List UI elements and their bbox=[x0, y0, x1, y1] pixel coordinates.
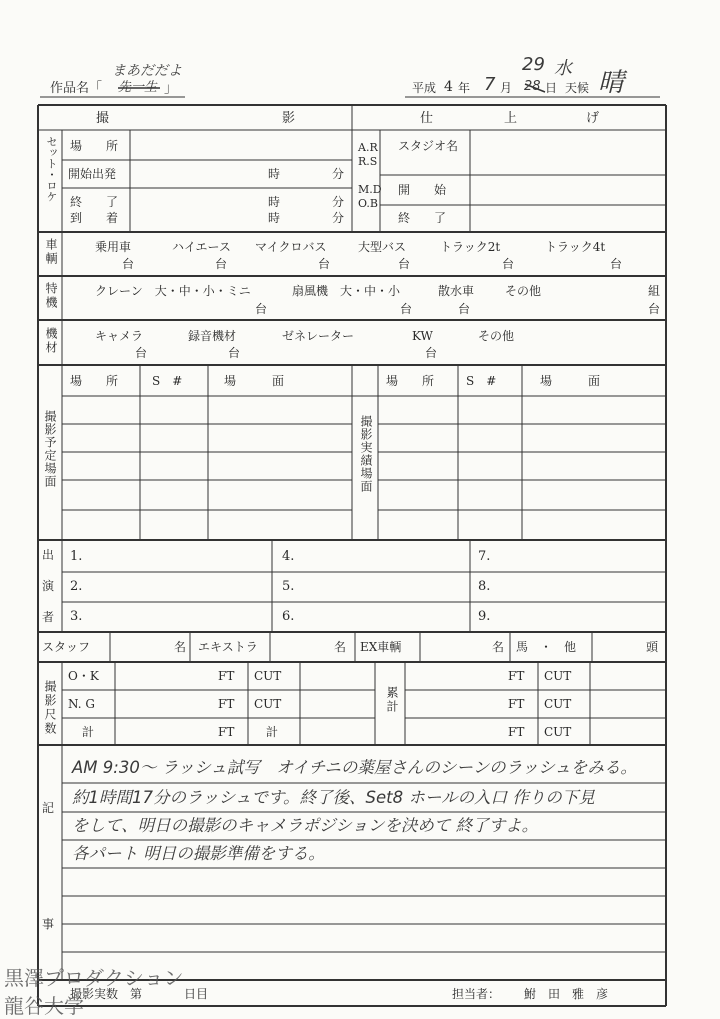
day-struck: 28 bbox=[524, 79, 541, 94]
ng-label: N. G bbox=[68, 697, 95, 711]
vehicle-unit-3: 台 bbox=[318, 257, 331, 271]
note-line-2: 約1時間17分のラッシュです。終了後、Set8 ホールの入口 作りの下見 bbox=[72, 788, 595, 807]
special-unit-3: 台 bbox=[458, 302, 471, 316]
responsible-label: 担当者： bbox=[452, 987, 501, 1001]
set-loc-label: セット・ロケ bbox=[45, 136, 58, 202]
cum-ng-cut: CUT bbox=[544, 697, 572, 711]
era: 平成 bbox=[412, 81, 437, 95]
note-line-1: AM 9:30～ ラッシュ試写 オイチニの薬屋さんのシーンのラッシュをみる。 bbox=[72, 758, 637, 777]
special-unit-1: 台 bbox=[255, 302, 268, 316]
special-unit-2: 台 bbox=[400, 302, 413, 316]
header-finish-1: 仕 bbox=[420, 111, 434, 126]
weather-label: 天候 bbox=[565, 81, 590, 95]
watermark-production: 黒澤プロダクション bbox=[4, 966, 184, 990]
vehicles-label: 車輌 bbox=[44, 238, 58, 266]
ok-label: O・K bbox=[68, 669, 99, 683]
year: 4 bbox=[444, 79, 453, 95]
arrive-minute: 分 bbox=[332, 211, 345, 225]
md-label: M.D bbox=[358, 183, 382, 196]
day-count-label: 撮影実数 第 bbox=[70, 987, 143, 1001]
header-shoot-2: 影 bbox=[282, 111, 296, 126]
ok-cut: CUT bbox=[254, 669, 282, 683]
cum-total-ft: FT bbox=[508, 725, 525, 739]
scene-header-place-1: 場 所 bbox=[70, 374, 119, 388]
month: 7 bbox=[484, 74, 496, 95]
scene-header-scene-2: 場 面 bbox=[540, 374, 601, 388]
equip-kw: KW bbox=[412, 329, 433, 343]
header-shoot-1: 撮 bbox=[96, 111, 110, 126]
equip-generator: ゼネレーター bbox=[282, 329, 355, 343]
special-crane: クレーン 大・中・小・ミニ bbox=[95, 284, 251, 298]
cast-7: 7. bbox=[478, 549, 491, 564]
cum-ok-cut: CUT bbox=[544, 669, 572, 683]
footage-label: 撮影尺数 bbox=[43, 680, 57, 736]
depart-minute: 分 bbox=[332, 167, 345, 181]
special-unit-4: 台 bbox=[648, 302, 661, 316]
place-label: 場 所 bbox=[70, 139, 119, 153]
ng-cut: CUT bbox=[254, 697, 282, 711]
special-fan: 扇風機 大・中・小 bbox=[292, 284, 401, 298]
arrive-label: 到 着 bbox=[70, 211, 119, 225]
equip-other: その他 bbox=[478, 329, 515, 343]
horse-unit: 頭 bbox=[646, 640, 659, 654]
vehicle-car: 乗用車 bbox=[95, 240, 132, 254]
ex-car-unit: 名 bbox=[492, 640, 505, 654]
vehicle-unit-4: 台 bbox=[398, 257, 411, 271]
special-label: 特機 bbox=[44, 282, 58, 310]
end-label: 終 了 bbox=[70, 195, 119, 209]
vehicle-hiace: ハイエース bbox=[172, 240, 231, 254]
ng-ft: FT bbox=[218, 697, 235, 711]
day-count-unit: 日目 bbox=[184, 987, 209, 1001]
responsible-name: 鮒 田 雅 彦 bbox=[524, 987, 609, 1001]
vehicle-truck4: トラック4t bbox=[545, 240, 606, 254]
watermark-university: 龍谷大学 bbox=[4, 994, 84, 1018]
scene-header-scene-1: 場 面 bbox=[224, 374, 285, 388]
studio-label: スタジオ名 bbox=[398, 139, 459, 153]
depart-hour: 時 bbox=[268, 167, 281, 181]
note-line-3: をして、明日の撮影のキャメラポジションを決めて 終了すよ。 bbox=[72, 816, 539, 835]
planned-scenes-label: 撮影予定場面 bbox=[43, 410, 57, 488]
equipment-label: 機材 bbox=[44, 327, 58, 355]
equip-camera: キャメラ bbox=[95, 329, 144, 343]
ob-label: O.B bbox=[358, 197, 378, 210]
total-label: 計 bbox=[82, 725, 95, 739]
equip-unit-3: 台 bbox=[425, 346, 438, 360]
cast-2: 2. bbox=[70, 579, 83, 594]
weather: 晴 bbox=[598, 68, 625, 98]
total-ft: FT bbox=[218, 725, 235, 739]
start-label: 開 始 bbox=[398, 183, 447, 197]
depart-label: 開始出発 bbox=[68, 167, 117, 181]
vehicle-truck2: トラック2t bbox=[440, 240, 501, 254]
rs-label: R.S bbox=[358, 155, 378, 168]
extra-unit: 名 bbox=[334, 640, 347, 654]
cast-side-1: 出 bbox=[42, 548, 55, 562]
month-unit: 月 bbox=[500, 81, 513, 95]
cast-side-2: 演 bbox=[42, 579, 55, 593]
weekday: 水 bbox=[554, 58, 572, 79]
title-handwritten: まあだだよ bbox=[112, 63, 182, 79]
notes-side-2: 事 bbox=[42, 917, 55, 931]
cum-ok-ft: FT bbox=[508, 669, 525, 683]
vehicle-unit-6: 台 bbox=[610, 257, 623, 271]
ok-ft: FT bbox=[218, 669, 235, 683]
total-cut: 計 bbox=[266, 725, 279, 739]
day: 29 bbox=[522, 54, 545, 75]
horse-label: 馬 ・ 他 bbox=[516, 640, 577, 654]
ar-label: A.R bbox=[358, 141, 378, 154]
cumulative-label: 累計 bbox=[385, 686, 399, 714]
header-finish-2: 上 bbox=[504, 111, 518, 126]
cast-4: 4. bbox=[282, 549, 295, 564]
equip-unit-1: 台 bbox=[135, 346, 148, 360]
cum-ng-ft: FT bbox=[508, 697, 525, 711]
work-title-struck: 先一生 bbox=[118, 80, 158, 95]
notes-side-1: 記 bbox=[42, 801, 55, 815]
cast-3: 3. bbox=[70, 609, 83, 624]
scene-header-s-1: S # bbox=[152, 374, 183, 388]
special-set-unit: 組 bbox=[648, 284, 661, 298]
vehicle-unit-5: 台 bbox=[502, 257, 515, 271]
end-minute: 分 bbox=[332, 195, 345, 209]
staff-unit: 名 bbox=[174, 640, 187, 654]
cast-9: 9. bbox=[478, 609, 491, 624]
vehicle-bus: 大型バス bbox=[358, 240, 407, 254]
work-label: 作品名「 bbox=[50, 81, 103, 96]
year-unit: 年 bbox=[458, 81, 471, 95]
scene-header-place-2: 場 所 bbox=[386, 374, 435, 388]
cum-total-cut: CUT bbox=[544, 725, 572, 739]
cast-1: 1. bbox=[70, 549, 83, 564]
special-sprinkler: 散水車 bbox=[438, 284, 475, 298]
special-other: その他 bbox=[505, 284, 542, 298]
extra-label: エキストラ bbox=[198, 640, 258, 654]
cast-6: 6. bbox=[282, 609, 295, 624]
vehicle-unit-2: 台 bbox=[215, 257, 228, 271]
cast-side-3: 者 bbox=[42, 610, 55, 624]
vehicle-microbus: マイクロバス bbox=[255, 240, 327, 254]
header-finish-3: げ bbox=[586, 111, 600, 126]
cast-5: 5. bbox=[282, 579, 295, 594]
equip-unit-2: 台 bbox=[228, 346, 241, 360]
cast-8: 8. bbox=[478, 579, 491, 594]
staff-label: スタッフ bbox=[42, 640, 91, 654]
equip-sound: 録音機材 bbox=[188, 329, 237, 343]
actual-scenes-label: 撮影実績場面 bbox=[359, 415, 373, 493]
scene-header-s-2: S # bbox=[466, 374, 497, 388]
work-close: 」 bbox=[164, 81, 178, 96]
vehicle-unit-1: 台 bbox=[122, 257, 135, 271]
ex-car-label: EX車輌 bbox=[360, 640, 402, 654]
note-line-4: 各パート 明日の撮影準備をする。 bbox=[72, 844, 325, 863]
finish-label: 終 了 bbox=[398, 211, 447, 225]
end-hour: 時 bbox=[268, 195, 281, 209]
arrive-hour: 時 bbox=[268, 211, 281, 225]
day-unit: 日 bbox=[545, 81, 558, 95]
